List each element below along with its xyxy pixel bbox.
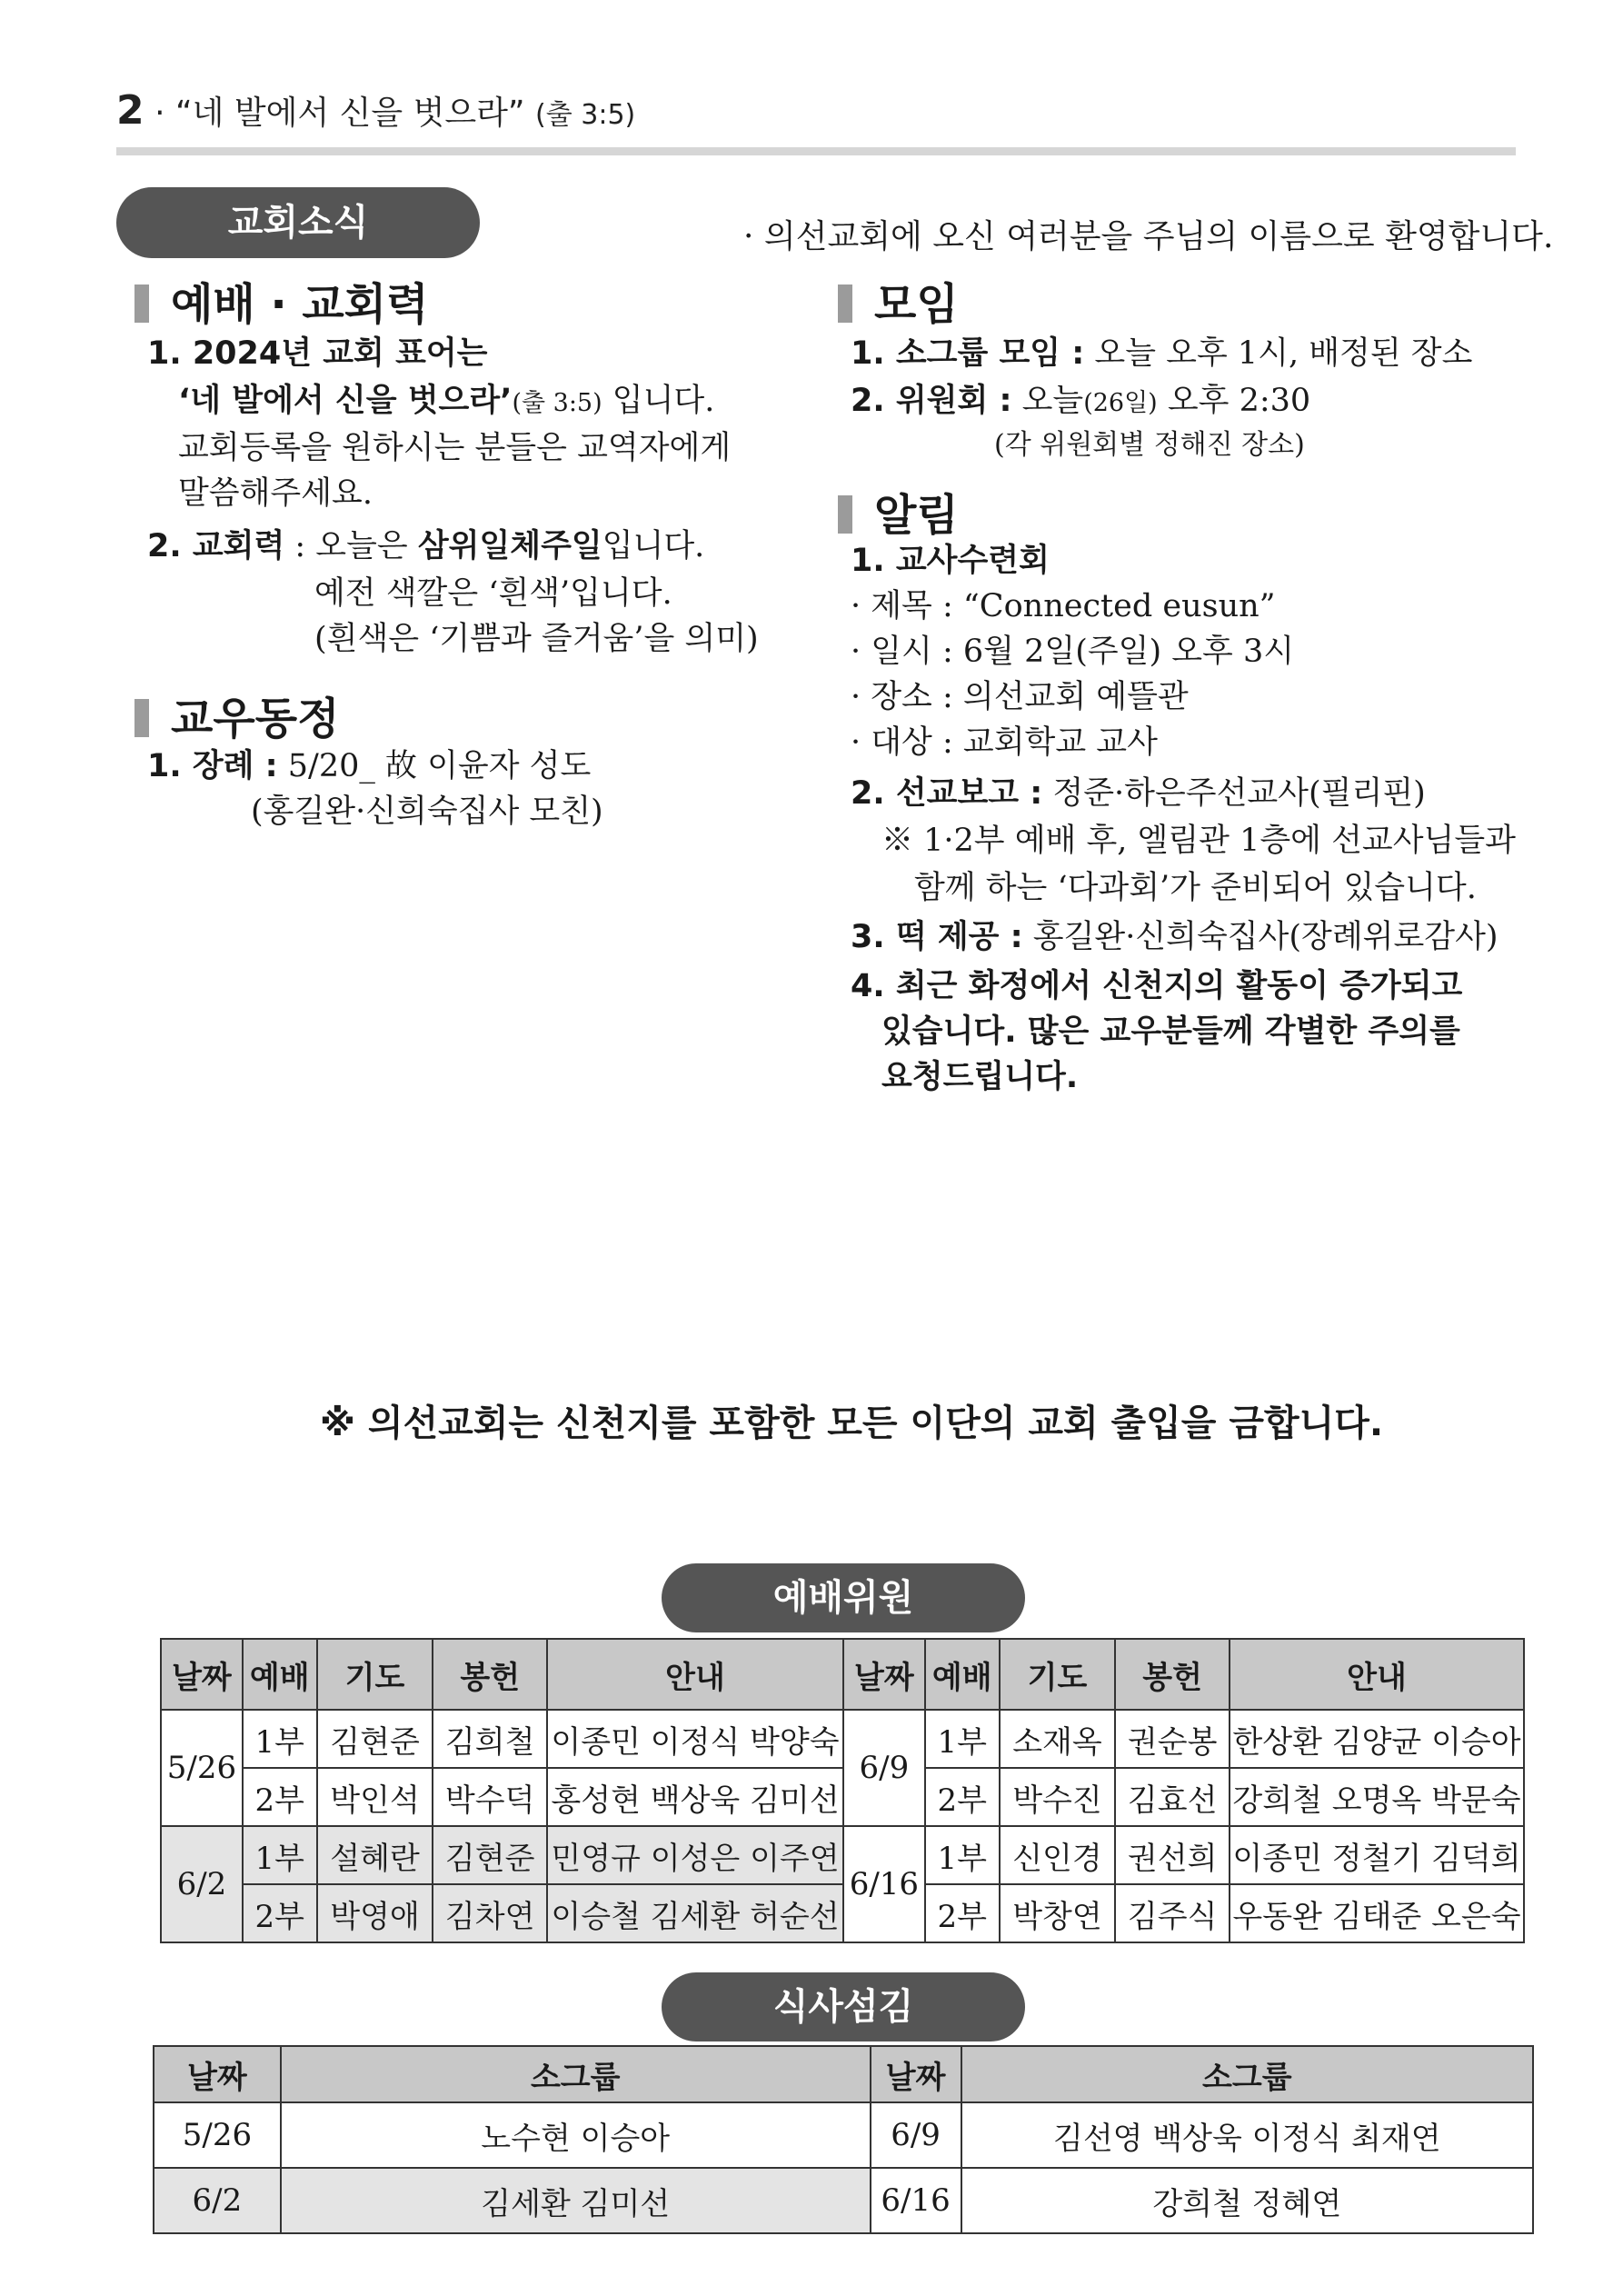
church-calendar-line-2: 예전 색깔은 ‘흰색’입니다. xyxy=(314,575,672,612)
guide-cell: 우동완 김태준 오은숙 xyxy=(1230,1884,1524,1942)
motto-line-4: 말씀해주세요. xyxy=(178,475,373,512)
worship-calendar-heading xyxy=(134,269,429,332)
table-header-row xyxy=(154,2046,1533,2102)
prayer-cell: 신인경 xyxy=(1000,1826,1116,1884)
header-cell: 기도 xyxy=(317,1639,433,1710)
guide-cell: 이종민 이정식 박양숙 xyxy=(547,1710,843,1768)
guide-cell: 이승철 김세환 허순선 xyxy=(547,1884,843,1942)
heading-text: 모임 xyxy=(874,279,959,330)
header-cell: 날짜 xyxy=(161,1639,243,1710)
offering-cell: 김희철 xyxy=(433,1710,547,1768)
date-cell: 6/2 xyxy=(161,1826,243,1942)
header-cell: 날짜 xyxy=(154,2046,281,2102)
header-cell: 기도 xyxy=(1000,1639,1116,1710)
worship-committee-table xyxy=(160,1638,1525,1943)
service-cell: 1부 xyxy=(243,1826,317,1884)
church-news-title: 교회소식 xyxy=(116,187,480,258)
header-cell: 날짜 xyxy=(871,2046,961,2102)
offering-cell: 박수덕 xyxy=(433,1768,547,1826)
header-cell: 예배 xyxy=(243,1639,317,1710)
offering-cell: 김주식 xyxy=(1115,1884,1230,1942)
cult-warning-line-2: 있습니다. 많은 교우분들께 각별한 주의를 xyxy=(881,1013,1460,1050)
retreat-date: · 일시 : 6월 2일(주일) 오후 3시 xyxy=(851,634,1295,670)
header-cell: 소그룹 xyxy=(961,2046,1533,2102)
header-rule xyxy=(116,147,1516,155)
worship-committee-title: 예배위원 xyxy=(662,1563,1025,1632)
header-cell: 안내 xyxy=(1230,1639,1524,1710)
date-cell: 6/9 xyxy=(871,2102,961,2168)
table-header-row xyxy=(161,1639,1524,1710)
table-row xyxy=(161,1710,1524,1768)
date-cell: 5/26 xyxy=(154,2102,281,2168)
rice-cake-offering: 3. 떡 제공 : 홍길완·신희숙집사(장례위로감사) xyxy=(851,919,1499,955)
prayer-cell: 박창연 xyxy=(1000,1884,1116,1942)
page-number: 2 xyxy=(116,87,144,134)
cult-warning-line-3: 요청드립니다. xyxy=(881,1059,1079,1095)
funeral-line-2: (홍길완·신희숙집사 모친) xyxy=(251,794,603,830)
date-cell: 5/26 xyxy=(161,1710,243,1826)
group-cell: 강희철 정혜연 xyxy=(961,2168,1533,2233)
church-calendar-line-3: (흰색은 ‘기쁨과 즐거움’을 의미) xyxy=(314,621,759,657)
header-cell: 날짜 xyxy=(843,1639,925,1710)
date-cell: 6/16 xyxy=(843,1826,925,1942)
header-cell: 안내 xyxy=(547,1639,843,1710)
cult-warning-line-1: 4. 최근 화정에서 신천지의 활동이 증가되고 xyxy=(851,968,1463,1004)
service-cell: 1부 xyxy=(243,1710,317,1768)
teacher-retreat-title: 1. 교사수련회 xyxy=(851,543,1050,579)
service-cell: 2부 xyxy=(925,1768,1000,1826)
guide-cell: 한상환 김양균 이승아 xyxy=(1230,1710,1524,1768)
date-cell: 6/16 xyxy=(871,2168,961,2233)
motto-line-2: ‘네 발에서 신을 벗으라’(출 3:5) 입니다. xyxy=(178,383,715,419)
table-row xyxy=(154,2102,1533,2168)
group-cell: 김세환 김미선 xyxy=(281,2168,871,2233)
motto-line-3: 교회등록을 원하시는 분들은 교역자에게 xyxy=(178,430,732,466)
heading-bar xyxy=(134,285,149,323)
church-calendar-line-1: 2. 교회력 : 오늘은 삼위일체주일입니다. xyxy=(147,528,705,564)
heading-text: 교우동정 xyxy=(171,694,340,744)
table-row xyxy=(161,1826,1524,1884)
small-group-meeting: 1. 소그룹 모임 : 오늘 오후 1시, 배정된 장소 xyxy=(851,335,1473,372)
service-cell: 1부 xyxy=(925,1710,1000,1768)
header-cell: 예배 xyxy=(925,1639,1000,1710)
notice-heading xyxy=(838,480,959,543)
guide-cell: 민영규 이성은 이주연 xyxy=(547,1826,843,1884)
offering-cell: 권선희 xyxy=(1115,1826,1230,1884)
header-cell: 봉헌 xyxy=(1115,1639,1230,1710)
mission-report-note-1: ※ 1·2부 예배 후, 엘림관 1층에 선교사님들과 xyxy=(881,823,1516,859)
prayer-cell: 박인석 xyxy=(317,1768,433,1826)
service-cell: 2부 xyxy=(243,1768,317,1826)
table-row xyxy=(154,2168,1533,2233)
retreat-place: · 장소 : 의선교회 예뜰관 xyxy=(851,679,1189,715)
group-cell: 노수현 이승아 xyxy=(281,2102,871,2168)
motto-line-1: 1. 2024년 교회 표어는 xyxy=(147,335,488,372)
offering-cell: 권순봉 xyxy=(1115,1710,1230,1768)
condolence-heading xyxy=(134,684,339,746)
cult-entry-notice: ※ 의선교회는 신천지를 포함한 모든 이단의 교회 출입을 금합니다. xyxy=(320,1403,1384,1444)
header-cell: 봉헌 xyxy=(433,1639,547,1710)
guide-cell: 홍성현 백상욱 김미선 xyxy=(547,1768,843,1826)
retreat-subject: · 제목 : “Connected eusun” xyxy=(851,588,1276,624)
meal-service-table xyxy=(153,2045,1534,2234)
service-cell: 1부 xyxy=(925,1826,1000,1884)
page-header-title: · “네 발에서 신을 벗으라” xyxy=(144,95,525,132)
page-header-ref: (출 3:5) xyxy=(535,99,636,131)
mission-report-note-2: 함께 하는 ‘다과회’가 준비되어 있습니다. xyxy=(914,870,1477,906)
date-cell: 6/2 xyxy=(154,2168,281,2233)
welcome-text: · 의선교회에 오신 여러분을 주님의 이름으로 환영합니다. xyxy=(743,218,1554,255)
guide-cell: 강희철 오명옥 박문숙 xyxy=(1230,1768,1524,1826)
heading-bar xyxy=(134,699,149,737)
mission-report: 2. 선교보고 : 정준·하은주선교사(필리핀) xyxy=(851,775,1426,812)
offering-cell: 김차연 xyxy=(433,1884,547,1942)
table-row xyxy=(161,1884,1524,1942)
prayer-cell: 김현준 xyxy=(317,1710,433,1768)
prayer-cell: 설혜란 xyxy=(317,1826,433,1884)
committee-meeting: 2. 위원회 : 오늘(26일) 오후 2:30 xyxy=(851,383,1311,419)
table-row xyxy=(161,1768,1524,1826)
group-cell: 김선영 백상욱 이정식 최재연 xyxy=(961,2102,1533,2168)
heading-text: 알림 xyxy=(874,490,959,541)
meeting-heading xyxy=(838,269,959,332)
heading-bar xyxy=(838,285,852,323)
header-cell: 소그룹 xyxy=(281,2046,871,2102)
date-cell: 6/9 xyxy=(843,1710,925,1826)
prayer-cell: 박수진 xyxy=(1000,1768,1116,1826)
service-cell: 2부 xyxy=(243,1884,317,1942)
service-cell: 2부 xyxy=(925,1884,1000,1942)
prayer-cell: 소재옥 xyxy=(1000,1710,1116,1768)
guide-cell: 이종민 정철기 김덕희 xyxy=(1230,1826,1524,1884)
heading-text: 예배 · 교회력 xyxy=(171,279,429,330)
meal-service-title: 식사섬김 xyxy=(662,1972,1025,2041)
retreat-target: · 대상 : 교회학교 교사 xyxy=(851,724,1158,761)
offering-cell: 김효선 xyxy=(1115,1768,1230,1826)
committee-meeting-place: (각 위원회별 정해진 장소) xyxy=(994,429,1305,461)
offering-cell: 김현준 xyxy=(433,1826,547,1884)
funeral-line-1: 1. 장례 : 5/20_ 故 이윤자 성도 xyxy=(147,748,592,784)
prayer-cell: 박영애 xyxy=(317,1884,433,1942)
page-header xyxy=(116,87,635,134)
heading-bar xyxy=(838,495,852,534)
